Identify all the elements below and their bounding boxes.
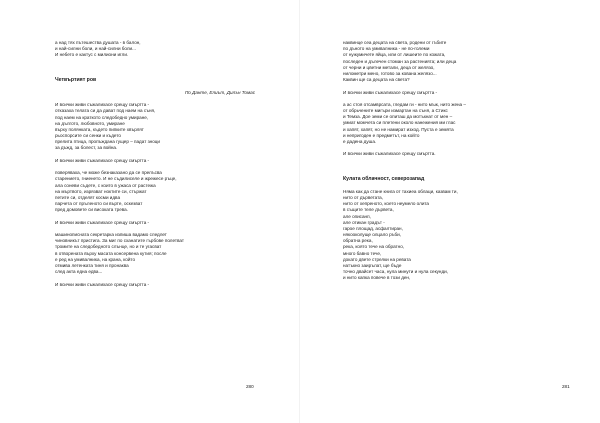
- text-line: гарое площад, асфалтиран,: [343, 225, 403, 231]
- text-line: точно двайсет часа, нула минути и нула секунди,: [343, 269, 448, 275]
- text-line: отмива летенката тиня и пронаква: [55, 263, 129, 268]
- text-line: докато двете стрелки на ревата: [343, 256, 411, 262]
- text-line: тромите на следобедното слънце, но и те угасват: [55, 244, 162, 250]
- section-title: Четвъртият ров: [55, 76, 97, 83]
- text-line: старението, гниенето. И не съдилиселе и жрежесе ръце,: [55, 176, 177, 182]
- right-text-column: [343, 40, 548, 282]
- refrain-line: И всички живи съжалихасе срещу смъртта -: [343, 89, 438, 95]
- text-line: умиат момчета си плетени около нанежения ми глас: [343, 120, 456, 126]
- right-page: [300, 0, 600, 423]
- refrain-line: И всички живи съжалихасе срещу смъртта -: [55, 157, 150, 163]
- text-line: наквинце сеа децата на света, родени от гъбите: [343, 40, 447, 45]
- text-line: е дадена душа.: [343, 139, 377, 144]
- text-line: чиновникът пристига. За миг по сханатите гърбове полетват: [55, 238, 184, 244]
- text-line: Няма как да стане книга от тахиеа облаци, казвам ти,: [343, 188, 458, 194]
- text-line: много бавно тече,: [343, 250, 382, 256]
- text-line: е ред на умивалника, на крана, който: [55, 256, 136, 262]
- text-line: але отикан градът -: [343, 219, 385, 225]
- refrain-line: И всички живи съжалихасе срещу смъртта -: [55, 281, 150, 287]
- text-line: рьоспорсите си сенки и където: [55, 133, 121, 139]
- text-line: парчета от пръленото си върте, оскезват: [55, 201, 143, 207]
- text-line: в отворената върху масата консервена кутия; после: [55, 250, 167, 256]
- refrain-line: И всички живи съжалихасе срещу смъртта -: [55, 219, 150, 225]
- text-line: нито от дърветата,: [343, 194, 384, 200]
- text-line: река, която тече на обратно,: [343, 244, 405, 250]
- text-line: от черни и цветни метали, деца от желязо,: [343, 64, 435, 70]
- text-line: в същите теле дървета,: [343, 207, 394, 213]
- text-line: нито от хепреното, което неумело олита: [343, 201, 429, 207]
- text-line: нилометри мено, готово за кована желязо...: [343, 70, 437, 76]
- text-line: а ас стоя отсамврсата, гледам ги - нито мъж, нито жена –: [343, 101, 466, 107]
- text-line: за дъжд, за болест, за война.: [55, 145, 118, 151]
- text-line: И небето е кактус с милиони игли.: [55, 52, 129, 58]
- refrain-line: И всички живи съжалихасе срещу смъртта.: [343, 151, 436, 157]
- text-line: Каквин ще са децата на света?: [343, 77, 410, 83]
- text-line: ала соневи съдете, с които в ужаса от растежа: [55, 182, 156, 188]
- text-line: обратна река,: [343, 238, 373, 244]
- text-line: а над тях пътешества душата - в балон,: [55, 40, 141, 45]
- text-line: на мъртвото, изрязват ноктите си, стържат: [55, 188, 147, 194]
- text-line: от обрьчените мигъри измартан на съня, а Стикс: [343, 108, 448, 114]
- text-line: и нито капка повече в този ден,: [343, 275, 411, 281]
- left-text-column: [55, 40, 255, 288]
- text-line: по дъното на умивалника - не по-големи: [343, 46, 430, 52]
- epigraph: По Данте, Елиът, Дилън Томас: [184, 89, 255, 95]
- text-line: але описанп,: [343, 213, 371, 219]
- text-line: под наем на краткото следобедно умиране,: [55, 114, 149, 120]
- text-line: поверяваха, че може безнаказано да се прелъсва: [55, 170, 162, 176]
- text-line: върху полянката, където пипките хвърлят: [55, 126, 144, 132]
- text-line: последен и дълечен стоман за растенията; или деца: [343, 58, 457, 64]
- text-line: на дългото, любовното, умиране: [55, 120, 125, 126]
- text-line: и най-силни боли, и най-силни боли...: [55, 46, 136, 52]
- text-line: някооколуще олцало ръби,: [343, 232, 402, 238]
- text-line: след акта една едва...: [55, 269, 103, 275]
- page-number: 281: [562, 384, 570, 389]
- text-line: и Темза. Дое земи се опиташ да мотъкнат от мен –: [343, 114, 453, 120]
- section-title: Кулата облачност, северозапад: [343, 175, 425, 182]
- text-line: прелита птица, пропъждана гущер – падат зноци: [55, 139, 160, 145]
- text-line: пред домовете си високата трева.: [55, 207, 129, 213]
- text-line: И всички живи съжалихасе срещу смъртта -: [55, 102, 150, 108]
- text-line: отказаха телата си да дават под наем на съня,: [55, 108, 156, 114]
- text-line: машинописната секретарка изпиша вадамо следлет: [55, 232, 167, 238]
- text-line: петите си, отделят косми идва: [55, 194, 120, 200]
- text-line: натъкно заирълат, ще бъде: [343, 263, 402, 268]
- text-line: и хапят, хапят, но не намират изход. Пуста е земята: [343, 126, 454, 132]
- page-number: 280: [246, 384, 254, 389]
- text-line: и непригоден е предметът, на който: [343, 132, 420, 138]
- text-line: от нужумичете яйца, или от лишеите по кожата,: [343, 52, 446, 58]
